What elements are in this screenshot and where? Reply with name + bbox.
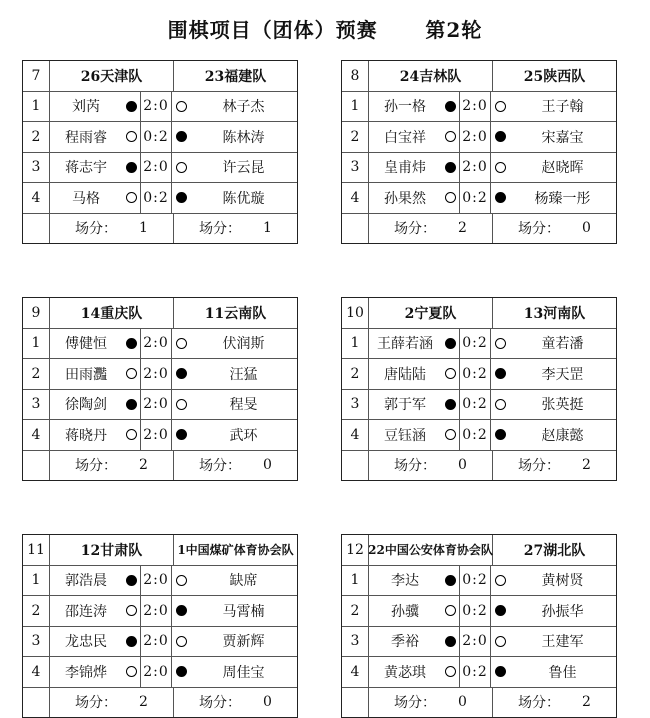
board-score: 2:0 <box>140 566 172 596</box>
white-stone-icon <box>495 399 506 410</box>
white-stone-icon <box>126 192 137 203</box>
white-stone-icon <box>445 666 456 677</box>
black-stone-icon <box>445 575 456 586</box>
board-row <box>23 627 297 658</box>
home-player: 豆钰涵 <box>384 427 426 444</box>
table-number: 8 <box>342 61 369 91</box>
white-stone-icon <box>176 636 187 647</box>
white-stone-icon <box>445 368 456 379</box>
board-score: 2:0 <box>140 627 172 657</box>
home-player: 蒋晓丹 <box>65 427 107 444</box>
board-number: 2 <box>23 359 50 389</box>
away-player: 缺席 <box>229 573 258 590</box>
black-stone-icon <box>495 131 506 142</box>
home-team-name: 2宁夏队 <box>369 298 493 328</box>
total-label: 场分： <box>75 221 118 238</box>
black-stone-icon <box>176 131 187 142</box>
match-header <box>23 61 297 92</box>
away-player: 汪猛 <box>229 366 258 383</box>
match-header <box>23 298 297 329</box>
home-total-value: 2 <box>458 220 467 237</box>
board-row <box>342 566 616 597</box>
total-label: 场分： <box>75 458 118 475</box>
board-row <box>342 359 616 390</box>
home-player: 刘芮 <box>72 99 100 116</box>
black-stone-icon <box>495 666 506 677</box>
board-score: 2:0 <box>459 153 491 183</box>
black-stone-icon <box>176 605 187 616</box>
board-score: 2:0 <box>459 627 491 657</box>
black-stone-icon <box>126 162 137 173</box>
home-team-name: 22中国公安体育协会队 <box>369 535 493 565</box>
team-total-row <box>342 214 616 244</box>
total-label: 场分： <box>394 221 437 238</box>
home-player: 孙果然 <box>384 190 426 207</box>
away-player: 贾新辉 <box>222 634 265 651</box>
board-number: 1 <box>342 92 369 122</box>
table-number: 7 <box>23 61 50 91</box>
away-player: 王建军 <box>541 634 584 651</box>
board-row <box>342 657 616 688</box>
board-row <box>23 183 297 214</box>
home-player: 傅健恒 <box>65 336 107 353</box>
board-number: 1 <box>342 566 369 596</box>
team-total-row <box>23 688 297 718</box>
home-total-value: 2 <box>139 694 148 711</box>
home-player: 程雨睿 <box>65 129 107 146</box>
home-total-value: 1 <box>139 220 148 237</box>
table-number: 10 <box>342 298 369 328</box>
white-stone-icon <box>495 575 506 586</box>
home-player: 郭于军 <box>384 397 426 414</box>
home-total <box>50 451 174 481</box>
board-score: 0:2 <box>459 390 491 420</box>
board-row <box>23 122 297 153</box>
away-total-value: 2 <box>582 457 591 474</box>
board-number: 3 <box>342 390 369 420</box>
away-player: 王子翰 <box>541 99 584 116</box>
board-row <box>23 390 297 421</box>
black-stone-icon <box>126 338 137 349</box>
black-stone-icon <box>176 429 187 440</box>
total-label: 场分： <box>518 695 561 712</box>
board-score: 0:2 <box>459 657 491 687</box>
board-score: 2:0 <box>459 92 491 122</box>
away-player: 周佳宝 <box>222 664 265 681</box>
white-stone-icon <box>445 429 456 440</box>
black-stone-icon <box>495 429 506 440</box>
white-stone-icon <box>495 636 506 647</box>
away-total <box>493 451 616 481</box>
board-number: 1 <box>23 566 50 596</box>
board-number: 3 <box>342 627 369 657</box>
away-player: 赵康懿 <box>541 427 584 444</box>
away-total <box>493 214 616 244</box>
white-stone-icon <box>176 575 187 586</box>
away-player: 童若潘 <box>541 336 584 353</box>
home-player: 皇甫炜 <box>384 160 426 177</box>
board-score: 2:0 <box>140 92 172 122</box>
white-stone-icon <box>176 162 187 173</box>
white-stone-icon <box>126 429 137 440</box>
board-number: 1 <box>23 92 50 122</box>
match-table <box>22 60 298 244</box>
board-number: 3 <box>23 390 50 420</box>
black-stone-icon <box>126 399 137 410</box>
away-player: 陈优璇 <box>222 190 265 207</box>
total-label: 场分： <box>394 695 437 712</box>
total-label: 场分： <box>518 221 561 238</box>
match-header <box>342 61 616 92</box>
away-player: 宋嘉宝 <box>541 129 584 146</box>
board-number: 4 <box>342 657 369 687</box>
table-number: 11 <box>23 535 50 565</box>
board-row <box>342 122 616 153</box>
board-score: 0:2 <box>459 566 491 596</box>
home-total <box>369 451 493 481</box>
board-score: 0:2 <box>140 122 172 152</box>
board-score: 2:0 <box>140 657 172 687</box>
home-player: 孙骥 <box>391 603 419 620</box>
white-stone-icon <box>126 368 137 379</box>
white-stone-icon <box>176 338 187 349</box>
board-score: 2:0 <box>140 329 172 359</box>
home-player: 蒋志宇 <box>65 160 107 177</box>
away-player: 李天罡 <box>541 366 584 383</box>
board-score: 2:0 <box>140 596 172 626</box>
team-total-row <box>342 688 616 718</box>
black-stone-icon <box>445 338 456 349</box>
total-label: 场分： <box>199 695 242 712</box>
home-player: 孙一格 <box>384 99 426 116</box>
board-number: 1 <box>342 329 369 359</box>
board-number: 2 <box>23 596 50 626</box>
board-row <box>342 420 616 451</box>
board-row <box>23 153 297 184</box>
board-number: 4 <box>342 420 369 450</box>
board-row <box>342 329 616 360</box>
board-number: 4 <box>23 183 50 213</box>
board-score: 0:2 <box>459 183 491 213</box>
board-number: 4 <box>342 183 369 213</box>
board-row <box>23 657 297 688</box>
board-row <box>23 92 297 123</box>
away-team-name: 23福建队 <box>204 68 267 85</box>
black-stone-icon <box>495 605 506 616</box>
home-team-name: 24吉林队 <box>369 61 493 91</box>
away-total-value: 0 <box>263 694 272 711</box>
total-label: 场分： <box>394 458 437 475</box>
away-player: 程旻 <box>229 397 258 414</box>
away-total-value: 1 <box>263 220 272 237</box>
away-player: 孙振华 <box>541 603 584 620</box>
away-player: 张英挺 <box>541 397 584 414</box>
away-team-name: 11云南队 <box>204 305 267 322</box>
white-stone-icon <box>126 605 137 616</box>
white-stone-icon <box>495 162 506 173</box>
away-player: 杨臻一彤 <box>534 190 591 207</box>
away-total-value: 2 <box>582 694 591 711</box>
home-team-name: 12甘肃队 <box>50 535 174 565</box>
board-score: 0:2 <box>459 359 491 389</box>
board-row <box>342 390 616 421</box>
board-number: 4 <box>23 657 50 687</box>
board-row <box>23 596 297 627</box>
board-row <box>23 359 297 390</box>
match-header <box>342 298 616 329</box>
board-row <box>342 92 616 123</box>
black-stone-icon <box>445 162 456 173</box>
board-score: 0:2 <box>459 596 491 626</box>
team-total-row <box>23 214 297 244</box>
away-total <box>174 214 297 244</box>
home-total <box>369 688 493 718</box>
black-stone-icon <box>445 399 456 410</box>
board-number: 2 <box>342 596 369 626</box>
away-player: 林子杰 <box>222 99 265 116</box>
board-score: 2:0 <box>140 153 172 183</box>
table-number: 12 <box>342 535 369 565</box>
white-stone-icon <box>495 101 506 112</box>
board-number: 1 <box>23 329 50 359</box>
white-stone-icon <box>445 192 456 203</box>
board-score: 2:0 <box>140 420 172 450</box>
white-stone-icon <box>176 399 187 410</box>
total-label: 场分： <box>199 458 242 475</box>
away-total <box>174 688 297 718</box>
white-stone-icon <box>126 131 137 142</box>
away-team-name: 1中国煤矿体育协会队 <box>177 543 294 558</box>
home-player: 王薛若涵 <box>377 336 433 353</box>
total-label: 场分： <box>518 458 561 475</box>
white-stone-icon <box>445 605 456 616</box>
away-total-value: 0 <box>263 457 272 474</box>
white-stone-icon <box>445 131 456 142</box>
match-header <box>23 535 297 566</box>
board-number: 2 <box>342 359 369 389</box>
home-player: 黄苾琪 <box>384 664 426 681</box>
board-number: 3 <box>342 153 369 183</box>
black-stone-icon <box>445 636 456 647</box>
away-total <box>493 688 616 718</box>
match-table <box>341 297 617 481</box>
home-player: 邵连涛 <box>65 603 107 620</box>
board-row <box>342 153 616 184</box>
black-stone-icon <box>495 192 506 203</box>
home-total-value: 0 <box>458 457 467 474</box>
board-row <box>342 183 616 214</box>
away-team-name: 27湖北队 <box>523 542 586 559</box>
board-row <box>23 420 297 451</box>
away-player: 陈林涛 <box>222 129 265 146</box>
black-stone-icon <box>176 192 187 203</box>
home-total-value: 0 <box>458 694 467 711</box>
match-table <box>341 60 617 244</box>
board-number: 2 <box>342 122 369 152</box>
home-total <box>50 214 174 244</box>
match-table <box>22 534 298 718</box>
away-player: 许云昆 <box>222 160 265 177</box>
away-player: 赵晓晖 <box>541 160 584 177</box>
home-player: 季裕 <box>391 634 419 651</box>
board-score: 2:0 <box>140 359 172 389</box>
home-team-name: 14重庆队 <box>50 298 174 328</box>
away-team-name: 13河南队 <box>523 305 586 322</box>
table-number: 9 <box>23 298 50 328</box>
black-stone-icon <box>495 368 506 379</box>
black-stone-icon <box>126 101 137 112</box>
home-total-value: 2 <box>139 457 148 474</box>
home-player: 白宝祥 <box>384 129 426 146</box>
home-player: 徐陶剑 <box>65 397 107 414</box>
away-player: 鲁佳 <box>548 664 577 681</box>
board-number: 4 <box>23 420 50 450</box>
match-table <box>341 534 617 718</box>
home-player: 唐陆陆 <box>384 366 426 383</box>
board-number: 2 <box>23 122 50 152</box>
white-stone-icon <box>176 101 187 112</box>
away-total-value: 0 <box>582 220 591 237</box>
white-stone-icon <box>495 338 506 349</box>
home-player: 龙忠民 <box>65 634 107 651</box>
match-header <box>342 535 616 566</box>
away-player: 黄树贤 <box>541 573 584 590</box>
white-stone-icon <box>126 666 137 677</box>
board-score: 0:2 <box>459 420 491 450</box>
total-label: 场分： <box>75 695 118 712</box>
home-team-name: 26天津队 <box>50 61 174 91</box>
home-player: 田雨灩 <box>65 366 107 383</box>
board-score: 0:2 <box>459 329 491 359</box>
home-player: 马格 <box>72 190 100 207</box>
board-row <box>23 329 297 360</box>
away-player: 马霄楠 <box>222 603 265 620</box>
page-title: 围棋项目（团体）预赛 第2轮 <box>167 18 483 42</box>
black-stone-icon <box>445 101 456 112</box>
black-stone-icon <box>176 368 187 379</box>
away-player: 伏润斯 <box>222 336 265 353</box>
away-total <box>174 451 297 481</box>
team-total-row <box>23 451 297 481</box>
home-player: 郭浩晨 <box>65 573 107 590</box>
board-number: 3 <box>23 627 50 657</box>
home-total <box>50 688 174 718</box>
black-stone-icon <box>126 575 137 586</box>
home-player: 李锦烨 <box>65 664 107 681</box>
team-total-row <box>342 451 616 481</box>
black-stone-icon <box>126 636 137 647</box>
home-player: 李达 <box>391 573 419 590</box>
total-label: 场分： <box>199 221 242 238</box>
away-team-name: 25陕西队 <box>523 68 586 85</box>
board-row <box>342 627 616 658</box>
black-stone-icon <box>176 666 187 677</box>
board-number: 3 <box>23 153 50 183</box>
board-row <box>23 566 297 597</box>
board-score: 2:0 <box>140 390 172 420</box>
board-row <box>342 596 616 627</box>
home-total <box>369 214 493 244</box>
away-player: 武环 <box>229 427 258 444</box>
board-score: 2:0 <box>459 122 491 152</box>
board-score: 0:2 <box>140 183 172 213</box>
match-table <box>22 297 298 481</box>
